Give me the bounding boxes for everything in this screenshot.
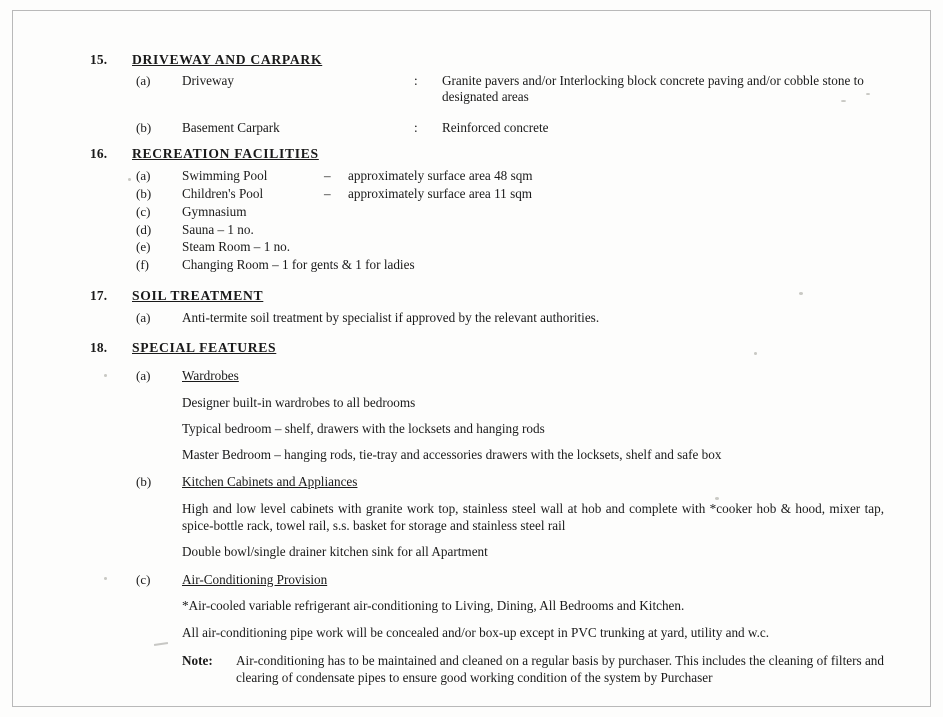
subsection-heading: Air-Conditioning Provision xyxy=(182,571,328,587)
item-letter: (e) xyxy=(136,239,151,255)
item-letter: (a) xyxy=(136,309,151,325)
item-body xyxy=(182,222,890,239)
subsection-air-conditioning xyxy=(90,572,890,589)
item-separator: : xyxy=(414,119,418,135)
section-title: SPECIAL FEATURES xyxy=(132,340,277,356)
item-body xyxy=(182,73,890,105)
item-body xyxy=(182,310,890,327)
section-16 xyxy=(90,145,890,274)
item-letter: (b) xyxy=(136,119,152,135)
section-title: RECREATION FACILITIES xyxy=(132,146,319,162)
item-letter: (a) xyxy=(136,367,151,383)
subsection-kitchen-cabinets xyxy=(90,474,890,491)
item-label: Anti-termite soil treatment by specialist if approved by the relevant authorities. xyxy=(182,309,600,325)
item-label: Swimming Pool xyxy=(182,167,268,183)
note-label: Note: xyxy=(182,652,213,668)
item-body xyxy=(182,572,890,589)
list-item xyxy=(90,257,890,274)
paragraph: All air-conditioning pipe work will be concealed and/or box-up except in PVC trunking at yard, utility and w.c. xyxy=(182,624,770,640)
item-label: Gymnasium xyxy=(182,203,247,219)
list-item xyxy=(90,118,890,137)
section-number: 18. xyxy=(90,340,108,356)
item-letter: (a) xyxy=(136,73,151,89)
section-heading xyxy=(90,287,890,304)
item-value: Granite pavers and/or Interlocking block concrete paving and/or cobble stone to designated areas xyxy=(442,73,864,105)
item-separator: : xyxy=(414,73,418,89)
item-label: Changing Room – 1 for gents & 1 for ladies xyxy=(182,257,415,273)
paragraph: High and low level cabinets with granite work top, stainless steel wall at hob and complete with *cooker hob & hood, mixer tap, spice-bottle rack, towel rail, s.s. basket for storage and stainless steel rail xyxy=(182,501,884,534)
list-item xyxy=(90,239,890,256)
item-body xyxy=(182,168,890,185)
list-item xyxy=(90,222,890,239)
item-body xyxy=(182,239,890,256)
paragraph: Double bowl/single drainer kitchen sink for all Apartment xyxy=(182,544,488,560)
section-number: 15. xyxy=(90,52,108,67)
list-item xyxy=(90,204,890,221)
item-letter: (d) xyxy=(136,221,152,237)
item-separator: – xyxy=(324,167,331,183)
item-letter: (b) xyxy=(136,474,152,490)
document-body xyxy=(90,42,890,688)
item-body xyxy=(182,474,890,491)
list-item xyxy=(90,71,890,105)
list-item xyxy=(90,186,890,203)
item-body xyxy=(182,204,890,221)
subsection-heading: Kitchen Cabinets and Appliances xyxy=(182,474,358,490)
section-17 xyxy=(90,287,890,326)
paragraph: Designer built-in wardrobes to all bedrooms xyxy=(182,394,416,410)
paragraph: Master Bedroom – hanging rods, tie-tray and accessories drawers with the locksets, shelf and safe box xyxy=(182,447,722,463)
item-letter: (f) xyxy=(136,257,149,273)
item-label: Driveway xyxy=(182,73,234,89)
item-body xyxy=(182,368,890,385)
item-label: Steam Room – 1 no. xyxy=(182,239,291,255)
list-item xyxy=(90,168,890,185)
item-body xyxy=(182,257,890,274)
item-body xyxy=(182,120,890,137)
item-value: approximately surface area 11 sqm xyxy=(348,185,533,201)
item-label: Sauna – 1 no. xyxy=(182,221,254,237)
section-title: SOIL TREATMENT xyxy=(132,288,264,304)
section-number: 16. xyxy=(90,146,108,162)
note-block xyxy=(182,652,884,686)
section-heading xyxy=(90,339,890,356)
item-label: Basement Carpark xyxy=(182,119,280,135)
section-number: 17. xyxy=(90,288,108,304)
item-separator: – xyxy=(324,185,331,201)
note-text: Air-conditioning has to be maintained and cleaned on a regular basis by purchaser. This includes the cleaning of filters and clearing of condensate pipes to ensure good working condition of the system by Purchaser xyxy=(236,652,884,685)
item-letter: (c) xyxy=(136,571,151,587)
section-heading xyxy=(90,51,890,68)
section-title: DRIVEWAY AND CARPARK xyxy=(132,52,323,67)
item-letter: (c) xyxy=(136,203,151,219)
section-18 xyxy=(90,339,890,686)
item-letter: (a) xyxy=(136,167,151,183)
item-label: Children's Pool xyxy=(182,185,264,201)
subsection-heading: Wardrobes xyxy=(182,367,239,383)
section-heading xyxy=(90,145,890,162)
section-15 xyxy=(90,51,890,136)
item-value: approximately surface area 48 sqm xyxy=(348,167,533,183)
item-letter: (b) xyxy=(136,185,152,201)
item-value: Reinforced concrete xyxy=(442,119,549,135)
paragraph: *Air-cooled variable refrigerant air-conditioning to Living, Dining, All Bedrooms and Kitchen. xyxy=(182,598,685,614)
item-body xyxy=(182,186,890,203)
list-item xyxy=(90,310,890,327)
paragraph: Typical bedroom – shelf, drawers with the locksets and hanging rods xyxy=(182,420,545,436)
subsection-wardrobes xyxy=(90,368,890,385)
